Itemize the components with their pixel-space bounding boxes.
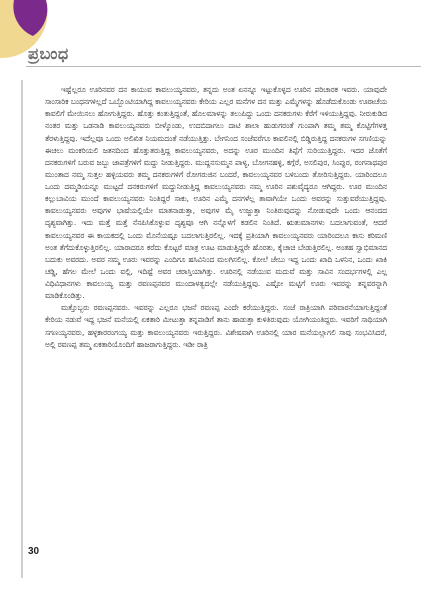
page-number: 30 [28, 546, 40, 557]
body-text [45, 84, 387, 351]
margin-bar [21, 80, 23, 578]
paragraph-1: ಇಷ್ಟೆಲ್ಲರೂ ಊರಿನವರ ದನ ಕಾಯುವ ಕಾವಲುಯ್ಯನವರು, ತನ್ನದು ಅಂತ ಏನನ್ನೂ ಇಟ್ಟುಕೊಳ್ಳದ ಊರಿನ ಪರಿಚಾರಕ ಇವರು. ಯಾವುದೇ ಸಾಂಸಾರಿಕ ಬಂಧನಗಳಿಲ್ಲದೆ ಒಬ್ಬೊಂಟಿಯಾಗಿದ್ದ ಕಾವಲುಯ್ಯನವರು ಕೇರಿಯ ಎಲ್ಲರ ಮನೆಗಳ ದನ ಮತ್ತು ಎಮ್ಮೆಗಳನ್ನು ಹೊಡೆದುಕೊಂಡು ಊರಾಚೆಯ ಕಾವಲಿಗೆ ಮೇಯಿಸಲು ಹೋಗುತ್ತಿದ್ದರು. ಹೊತ್ತು ಕಂತುತ್ತಿದ್ದಂತೆ, ಹೊಲಮಾಳನ್ನು ತಲುಪಿದ್ದು ಒಂದು ದನಕರುಗಳು ಕೆರೆಗೆ ಇಳಿಯುತ್ತಿದ್ದವು. ನೀರುಕುಡಿದ ನಂತರ ಮತ್ತು ಒಡನಾಡಿ ಕಾವಲುಯ್ಯನವರು ಬೀಳ್ಕೊಂಡು, ಉದಬಿದಾಗಲು ದಾಟಿ ಶಾಲಾ ಹುಡುಗರಂತೆ ಗುಂಪಾಗಿ ತಮ್ಮ ತಮ್ಮ ಕೊಟ್ಟಿಗೆಗಳತ್ತ ತೆರಳುತ್ತಿದ್ದವು. ಇದೆಲ್ಲವೂ ಒಂದು ಅಲಿಖಿತ ನಿಯಮದಂತೆ ನಡೆಯುತ್ತಿತ್ತು. ಬೇಗನಿಂದ ಸಂಜೆವರೆಗೂ ಕಾವಲಿನಲ್ಲಿ ಬಿಡ್ಡಿರುತ್ತಿದ್ದ ದನಕರುಗಳ ಸಗಣಿಯನ್ನು ಈಚಲು ಮಂಕರಿಯಲಿ ಜತನದಿಂದ ಹೊತ್ತುತರುತ್ತಿದ್ದ ಕಾವಲುಯ್ಯನವರು, ಅದನ್ನು ಊರ ಮುಂದಿನ ತಿಪ್ಪೆಗೆ ಸುರಿಯುತ್ತಿದ್ದರು. ಇದರ ಜೊತೆಗೆ ದನಕರುಗಳಿಗೆ ಬರುವ ಜಬ್ಬು ಜಾಪತ್ರೆಗಳಿಗೆ ಮದ್ದು ನೀಡುತ್ತಿದ್ದರು. ಮುದ್ದನಸುಮ್ಮನ ಪಾಳ್ಯ, ಬೋಗನಹಳ್ಳಿ, ಕಗ್ಗೆರೆ, ಅಸಲಿಪುರ, ಸಿಂಪ್ಪುರ, ರಂಗನಾಥಪುರ ಮುಂತಾದ ನಮ್ಮ ಸುತ್ತಲ ಹಳ್ಳಿಯವರು ತಮ್ಮ ದನಕರುಗಳಿಗೆ ರೋಗರುಜಿನ ಬಂದರೆ, ಕಾವಲುಯ್ಯನವರ ಬಳಿಬಂದು ತೋರಿಸುತ್ತಿದ್ದರು. ಯಾರಿಂದಲೂ ಒಂದು ದಮ್ಮಡಿಯನ್ನೂ ಮುಟ್ಟದೆ ದನಕರುಗಳಿಗೆ ಮದ್ದುನೀಡುತ್ತಿದ್ದ ಕಾವಲುಯ್ಯನವರು ನಮ್ಮ ಊರಿನ ಪಶುವೈದ್ಯರೂ ಆಗಿದ್ದರು. ಊರ ಮುಂದಿನ ಕಲ್ಲುಬಾವಿಯ ಮುಂದೆ ಕಾವಲುಯ್ಯನವರು ನಿಂತಿದ್ದರೆ ಸಾಕು, ಊರಿನ ಎಮ್ಮೆ ದನಗಳೆಲ್ಲ ತಾವಾಗಿಯೇ ಒಂದು ಅವರನ್ನು ಸುತ್ತುವರೆಯುತ್ತಿದ್ದವು. ಕಾವಲುಯ್ಯನವರು ಅವುಗಳ ಭಾಷೆಯಲ್ಲಿಯೇ ಮಾತನಾಡುತ್ತಾ, ಅವುಗಳ ಮೈ ಉಜ್ಜುತ್ತಾ ನಿಂತಿರುವುದನ್ನು ನೋಡುವುದೇ ಒಂದು ಆನಂದದ ದೃಶ್ಯವಾಗಿತ್ತು. ಇದು ಮತ್ತೆ ಮತ್ತೆ ನೆನಪಿಸಿಕೊಳ್ಳುವ ದೃಶ್ಯವೂ ಆಗಿ ನನ್ನೊಳಗೆ ಕಡಲಿನ ನಿಂತಿದೆ. ಋತುಮಾನಗಳು ಬದಲಾಗುವಂತೆ, ಆದರೆ ಕಾವಲುಯ್ಯನವರ ಈ ಕಾಯಕದಲ್ಲಿ ಒಂದು ಮೊನೆಯಷ್ಟೂ ಬದಲಾಗುತ್ತಿರಲಿಲ್ಲ. ಇದಕ್ಕೆ ಪ್ರತಿಯಾಗಿ ಕಾವಲುಯ್ಯನವರು ಯಾರಿಂದಲೂ ಕಾಸು ಕರಿಮಣಿ ಅಂತ ತೆಗೆದುಕೊಳ್ಳುತ್ತಿರಲಿಲ್ಲ. ಯಾರಾದರೂ ಕರೆದು ಕೊಟ್ಟರೆ ಮಾತ್ರ ಊಟ ಮಾಡುತ್ತಿದ್ದರೇ ಹೊರತು, ಕೈಚಾಚಿ ಬೇಡುತ್ತಿರಲಿಲ್ಲ. ಅಂತಹ ಸ್ವಾಭಿಮಾನದ ಬದುಕು ಅವರದು. ಅವರ ನಮ್ಮ ಊರು ಇವರನ್ನು ಎಂದಿಗೂ ಹಸಿವಿನಿಂದ ಮಲಗಿಸಲಿಲ್ಲ. ಕೋಲೆ ಜೇಬು ಇದ್ದ ಒಂದು ಖಾದಿ ಒಳನಿನ, ಒಂದು ಖಾಕಿ ಚಡ್ಡಿ, ಹೆಗಲ ಮೇಲೆ ಒಂದು ವಲ್ಲಿ, ಇದಿಷ್ಟೆ ಅವರ ಚರಾಸ್ತಿಯಾಗಿತ್ತು. ಊರಿನಲ್ಲಿ ನಡೆಯುವ ಮದುವೆ ಮತ್ತು ಸಾವಿನ ಸಂದರ್ಭಗಳಲ್ಲಿ ಎಲ್ಲ ವಿಧಿವಿಧಾನಗಳು ಕಾವಲುಯ್ಯ ಮತ್ತು ರವಣಪ್ಪನವರ ಮುಂದಾಳತ್ವದಲ್ಲೇ ನಡೆಯುತ್ತಿದ್ದವು. ಎಷ್ಟೋ ಮಟ್ಟಿಗೆ ಊರು ಇವರನ್ನು ತನ್ನವರನ್ನಾಗಿ ಮಾಡಿಕೊಂಡಿತ್ತು. [45, 85, 387, 301]
header-rule [26, 66, 421, 67]
section-header [26, 44, 421, 66]
paragraph-2: ಮತ್ತೊಬ್ಬರು ರವಣಪ್ಪನವರು. ಇವರನ್ನು ಎಲ್ಲರೂ ಭಜನೆ ರವಣಪ್ಪ ಎಂದೇ ಕರೆಯುತ್ತಿದ್ದರು. ಸಂಜೆ ರಾತ್ರಿಯಾಗಿ ಪರಿವಾರನೆಯಾಗುತ್ತಿದ್ದಂತೆ ಕೇರಿಯ ನಡುವೆ ಇದ್ದ ಭಜನೆ ಮನೆಯಲ್ಲಿ ಏಕತಾರಿ ಮೀಟುತ್ತಾ ತನ್ನಪಾಡಿಗೆ ತಾನು ಹಾಡುತ್ತಾ ಕುಳಿತಿರುವುದು ಯೋಗಿಯಂತಿದ್ದರು. ಇವರಿಗೆ ಸಾಥಿಯಾಗಿ ಸಗಣಯ್ಯನವರು, ಹಳ್ಳಕಾರರಂಗಯ್ಯ ಮತ್ತು ಕಾವಲುಯ್ಯನವರು ಇರುತ್ತಿದ್ದರು. ವಿಶೇಷವಾಗಿ ಊರಿನಲ್ಲಿ ಯಾರ ಮನೆಯಲ್ಲಾಗಲಿ ಸಾವು ಸಂಭವಿಸಿದರೆ, ಅಲ್ಲಿ ರವಣಪ್ಪ ತಮ್ಮ ಏಕತಾರಿಯೊಂದಿಗೆ ಹಾಜರಾಗುತ್ತಿದ್ದರು. ಇಡೀ ರಾತ್ರಿ [45, 303, 387, 349]
section-title: ಪ್ರಬಂಧ [28, 44, 69, 63]
